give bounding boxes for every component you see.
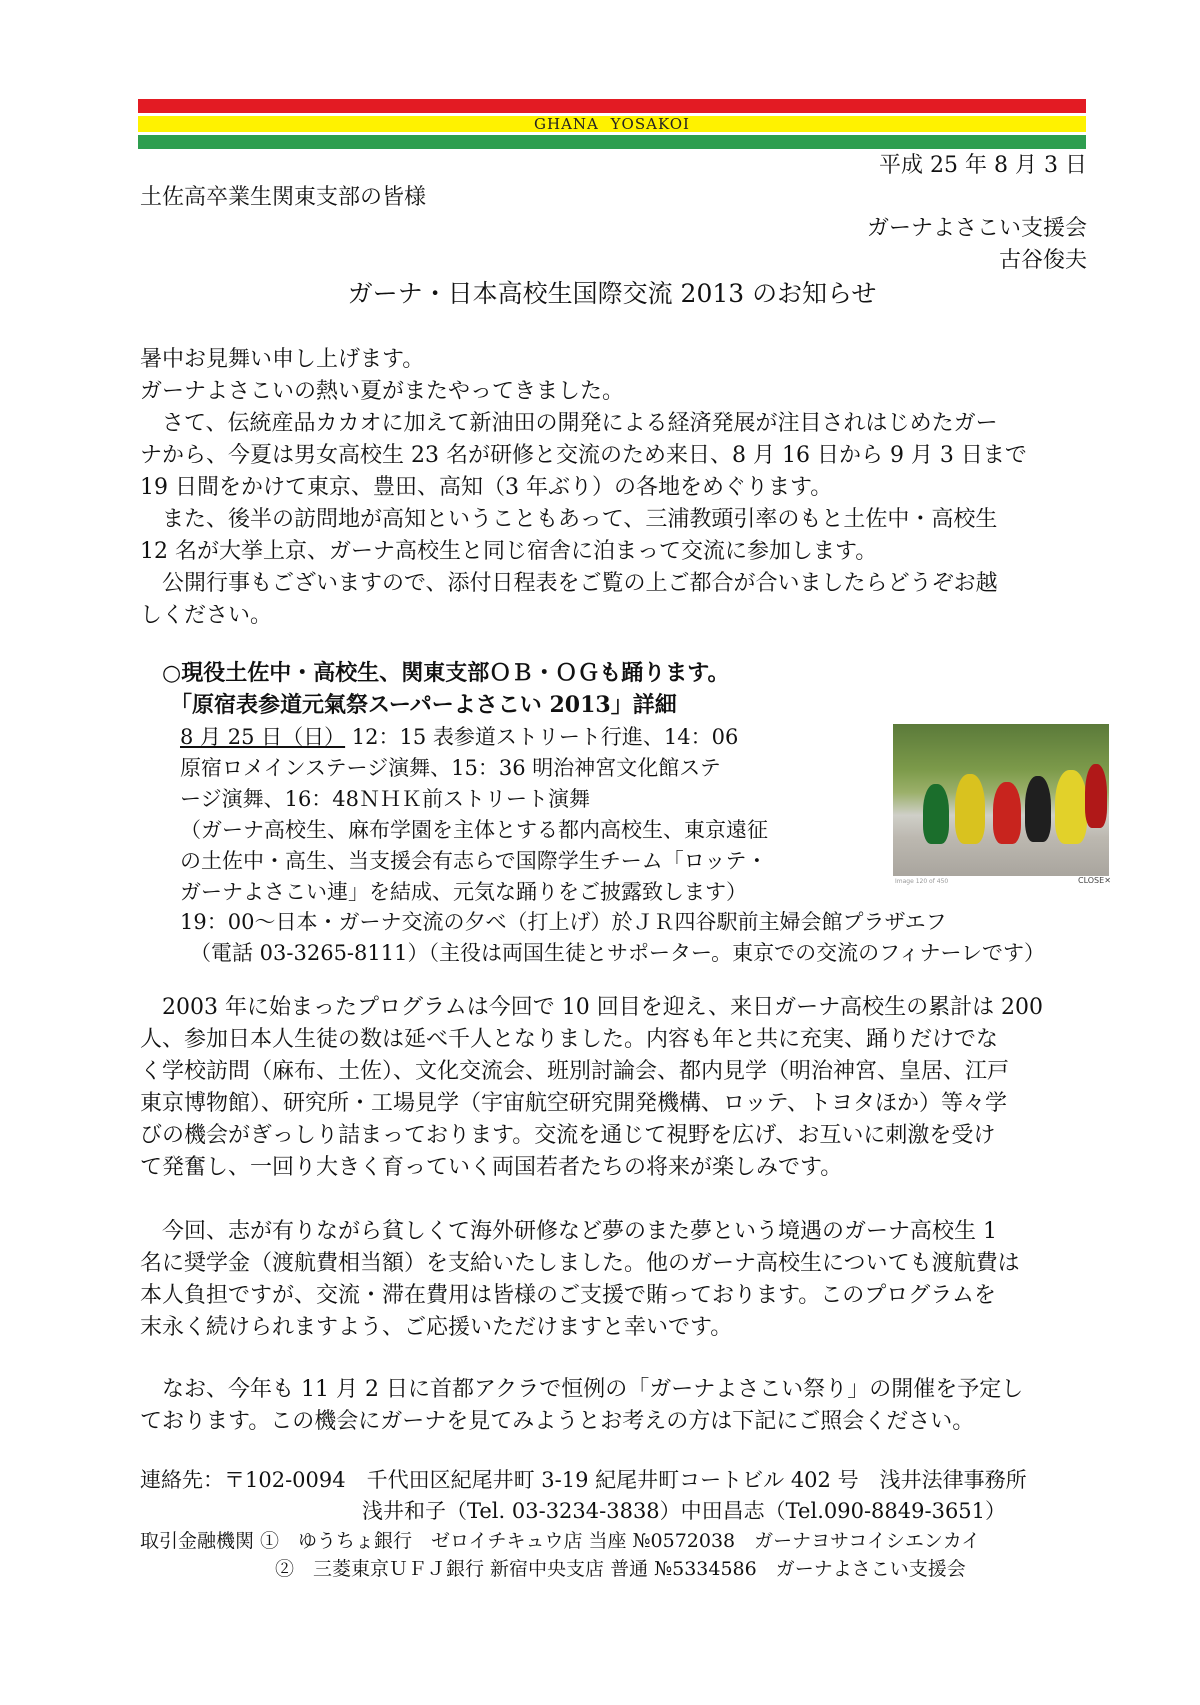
program-line: 2003 年に始まったプログラムは今回で 10 回目を迎え、来日ガーナ高校生の累計は 200 <box>140 995 1044 1020</box>
banner-green-stripe <box>138 135 1086 149</box>
event-line: （ガーナ高校生、麻布学園を主体とする都内高校生、東京遠征 <box>180 818 768 842</box>
scholarship-paragraph <box>140 1216 1100 1344</box>
program-line: 人、参加日本人生徒の数は延べ千人となりました。内容も年と共に充実、踊りだけでな <box>140 1027 999 1052</box>
page-title: ガーナ・日本高校生国際交流 2013 のお知らせ <box>347 279 877 308</box>
scholarship-line: 本人負担ですが、交流・滞在費用は皆様のご支援で賄っております。このプログラムを <box>140 1283 997 1308</box>
intro-line: しください。 <box>140 603 273 628</box>
intro-line: 公開行事もございますので、添付日程表をご覧の上ご都合が合いましたらどうぞお越 <box>140 571 998 596</box>
intro-line: ナから、今夏は男女高校生 23 名が研修と交流のため来日、8 月 16 日から 9 月 3 日まで <box>140 443 1027 468</box>
intro-line: 12 名が大挙上京、ガーナ高校生と同じ宿舎に泊まって交流に参加します。 <box>140 539 878 564</box>
addressee: 土佐高卒業生関東支部の皆様 <box>140 185 427 210</box>
event-line <box>180 722 880 753</box>
contact-address: 連絡先：〒102-0094 千代田区紀尾井町 3-19 紀尾井町コートビル 402 号 浅井法律事務所 <box>140 1468 1027 1492</box>
event-details <box>180 722 880 908</box>
event-line: の土佐中・高生、当支援会有志らで国際学生チーム「ロッテ・ <box>180 849 768 873</box>
photo-close-label: CLOSE <box>1078 876 1105 885</box>
banner-text: GHANA YOSAKOI <box>534 115 690 133</box>
sender-org: ガーナよさこい支援会 <box>866 216 1087 241</box>
program-paragraph <box>140 992 1100 1184</box>
bank-account-1: 取引金融機関 ① ゆうちょ銀行 ゼロイチキュウ店 当座 №0572038 ガーナヨサコイシエンカイ <box>140 1530 981 1552</box>
intro-paragraph <box>140 344 1100 632</box>
contact-phones: 浅井和子（Tel. 03-3234-3838）中田昌志（Tel.090-8849-3651） <box>362 1499 1007 1523</box>
event-phone: （電話 03-3265-8111）（主役は両国生徒とサポーター。東京での交流のフィナーレです） <box>190 941 1046 965</box>
scholarship-line: 末永く続けられますよう、ご応援いただけますと幸いです。 <box>140 1315 733 1340</box>
dance-photo <box>893 724 1109 876</box>
intro-line: 暑中お見舞い申し上げます。 <box>140 347 425 372</box>
close-icon: ✕ <box>1104 876 1111 885</box>
event-line: 原宿ロメインステージ演舞、15：36 明治神宮文化館ステ <box>180 756 721 780</box>
program-line: て発奮し、一回り大きく育っていく両国若者たちの将来が楽しみです。 <box>140 1155 843 1180</box>
event-line: ガーナよさこい連」を結成、元気な踊りをご披露致します） <box>180 880 747 904</box>
program-line: 東京博物館）、研究所・工場見学（宇宙航空研究開発機構、ロッテ、トヨタほか）等々学 <box>140 1091 1008 1116</box>
event-line: ージ演舞、16：48ＮＨＫ前ストリート演舞 <box>180 787 591 811</box>
event-date: 8 月 25 日（日） <box>180 725 346 749</box>
scholarship-line: 名に奨学金（渡航費相当額）を支給いたしました。他のガーナ高校生についても渡航費は <box>140 1251 1020 1276</box>
photo-caption: Image 120 of 450 <box>895 878 949 885</box>
event-heading: ○現役土佐中・高校生、関東支部ＯＢ・ＯＧも踊ります。 <box>162 660 730 686</box>
intro-line: また、後半の訪問地が高知ということもあって、三浦教頭引率のもと土佐中・高校生 <box>140 507 998 532</box>
bank-account-2: ② 三菱東京ＵＦＪ銀行 新宿中央支店 普通 №5334586 ガーナよさこい支援会 <box>275 1558 966 1580</box>
festival-line: なお、今年も 11 月 2 日に首都アクラで恒例の「ガーナよさこい祭り」の開催を予定し <box>140 1377 1024 1402</box>
intro-line: 19 日間をかけて東京、豊田、高知（3 年ぶり）の各地をめぐります。 <box>140 475 833 500</box>
festival-paragraph <box>140 1374 1100 1438</box>
dancer-figure <box>993 782 1021 844</box>
dancer-figure <box>1025 776 1051 842</box>
scholarship-line: 今回、志が有りながら貧しくて海外研修など夢のまた夢という境遇のガーナ高校生 1 <box>140 1219 997 1244</box>
event-evening: 19：00～日本・ガーナ交流の夕べ（打上げ）於ＪＲ四谷駅前主婦会館プラザエフ <box>180 910 947 934</box>
banner-red-stripe <box>138 99 1086 113</box>
dancer-figure <box>923 784 949 844</box>
dancer-figure <box>1085 764 1107 828</box>
program-line: びの機会がぎっしり詰まっております。交流を通じて視野を広げ、お互いに刺激を受け <box>140 1123 996 1148</box>
sender-name: 古谷俊夫 <box>998 248 1087 273</box>
intro-line: ガーナよさこいの熱い夏がまたやってきました。 <box>140 379 625 404</box>
program-line: く学校訪問（麻布、土佐）、文化交流会、班別討論会、都内見学（明治神宮、皇居、江戸 <box>140 1059 1010 1084</box>
intro-line: さて、伝統産品カカオに加えて新油田の開発による経済発展が注目されはじめたガー <box>140 411 998 436</box>
festival-line: ております。この機会にガーナを見てみようとお考えの方は下記にご照会ください。 <box>140 1409 975 1434</box>
letter-date: 平成 25 年 8 月 3 日 <box>879 153 1087 178</box>
event-line-rest: 12：15 表参道ストリート行進、14：06 <box>351 725 739 749</box>
photo-close-button[interactable] <box>1078 876 1111 886</box>
event-subheading: 「原宿表参道元氣祭スーパーよさこい 2013」詳細 <box>170 692 677 718</box>
dancer-figure <box>1055 770 1087 844</box>
dancer-figure <box>955 774 985 844</box>
